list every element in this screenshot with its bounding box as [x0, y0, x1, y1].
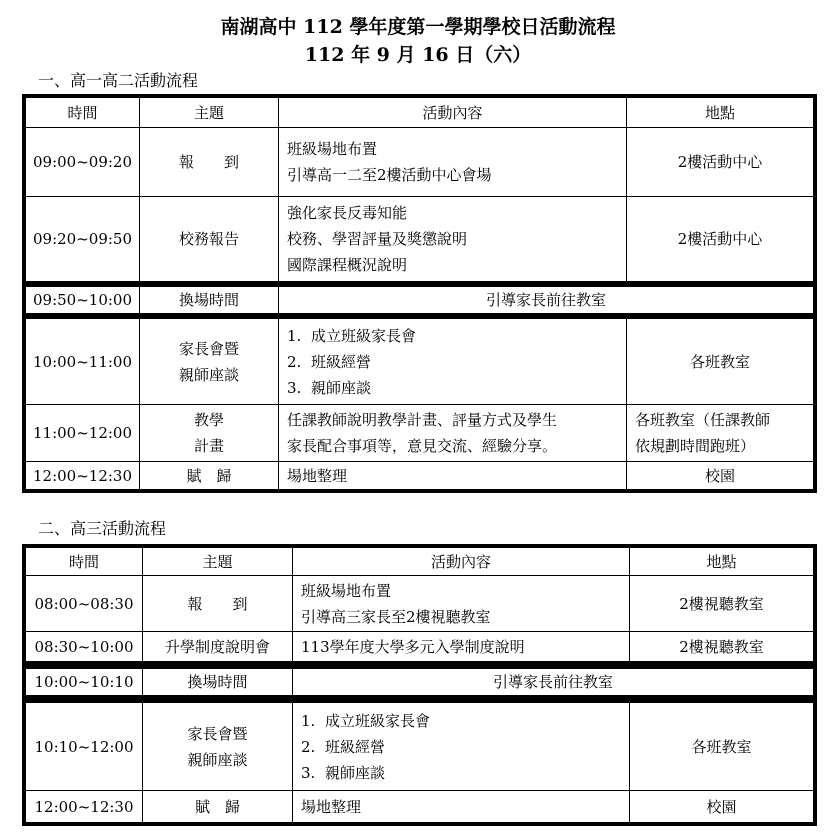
- row-content: 引導家長前往教室: [279, 287, 814, 314]
- table-row: [26, 576, 814, 632]
- row-time: 12:00~12:30: [26, 462, 140, 490]
- table-row: [26, 632, 814, 662]
- list-text: 班級經營: [311, 352, 372, 371]
- row-time: 10:10~12:00: [26, 703, 143, 791]
- row-place: 2樓活動中心: [627, 197, 814, 282]
- content-line: 引導高三家長至2樓視聽教室: [301, 607, 491, 626]
- topic-line: 親師座談: [178, 365, 239, 384]
- place-line: 各班教室（任課教師: [635, 411, 771, 429]
- list-number: 2.: [287, 352, 302, 371]
- list-item: [301, 760, 621, 786]
- list-number: 3.: [287, 378, 302, 397]
- list-number: 2.: [301, 737, 316, 756]
- row-topic: 報 到: [140, 128, 279, 197]
- row-topic: 校務報告: [140, 197, 279, 282]
- list-text: 成立班級家長會: [325, 711, 431, 730]
- row-topic: [140, 319, 279, 405]
- list-text: 親師座談: [311, 378, 372, 397]
- row-place: 2樓視聽教室: [630, 576, 814, 632]
- section2-block-c: [22, 699, 817, 826]
- header-content: 活動內容: [293, 548, 630, 576]
- content-line: 任課教師說明教學計畫、評量方式及學生: [287, 411, 558, 429]
- list-item: [287, 375, 618, 401]
- row-content: 場地整理: [293, 791, 630, 823]
- row-place: 2樓活動中心: [627, 128, 814, 197]
- list-item: [301, 734, 621, 760]
- header-topic: 主題: [140, 98, 279, 128]
- section1-table-a: [25, 97, 814, 282]
- place-line: 依規劃時間跑班）: [635, 437, 756, 455]
- section1-table-c: [25, 318, 814, 490]
- row-time: 11:00~12:00: [26, 405, 140, 462]
- section1-block-b: [22, 283, 817, 317]
- header-time: 時間: [26, 548, 143, 576]
- content-line: 班級場地布置: [301, 581, 392, 600]
- table-row: [26, 405, 814, 462]
- table-row: [26, 791, 814, 823]
- row-place: 各班教室: [630, 703, 814, 791]
- row-place: 2樓視聽教室: [630, 632, 814, 662]
- row-topic: 升學制度說明會: [143, 632, 293, 662]
- list-number: 3.: [301, 763, 316, 782]
- content-line: 家長配合事項等，意見交流、經驗分享。: [287, 437, 558, 455]
- row-topic: 換場時間: [140, 287, 279, 314]
- header-place: 地點: [627, 98, 814, 128]
- content-line: 班級場地布置: [287, 140, 378, 158]
- list-text: 成立班級家長會: [311, 326, 417, 345]
- row-time: 12:00~12:30: [26, 791, 143, 823]
- row-time: 10:00~10:10: [26, 669, 143, 696]
- section2-table-c: [25, 702, 814, 823]
- topic-line: 計畫: [193, 437, 224, 455]
- row-time: 08:00~08:30: [26, 576, 143, 632]
- header-content: 活動內容: [279, 98, 627, 128]
- table-row: [26, 197, 814, 282]
- row-content: [279, 319, 627, 405]
- topic-line: 教學: [193, 411, 224, 429]
- list-item: [287, 323, 618, 349]
- row-time: 09:50~10:00: [26, 287, 140, 314]
- list-number: 1.: [301, 711, 316, 730]
- header-topic: 主題: [143, 548, 293, 576]
- row-topic: 賦 歸: [140, 462, 279, 490]
- list-text: 親師座談: [325, 763, 386, 782]
- row-topic: [140, 405, 279, 462]
- table-header-row: [26, 548, 814, 576]
- table-row: [26, 462, 814, 490]
- row-topic: 賦 歸: [143, 791, 293, 823]
- list-item: [301, 708, 621, 734]
- page-title: 南湖高中 112 學年度第一學期學校日活動流程: [220, 16, 616, 38]
- content-line: 強化家長反毒知能: [287, 204, 408, 222]
- list-item: [287, 349, 618, 375]
- table-row: [26, 669, 814, 696]
- table-header-row: [26, 98, 814, 128]
- row-content: [279, 405, 627, 462]
- row-place: 校園: [630, 791, 814, 823]
- list-text: 班級經營: [325, 737, 386, 756]
- row-content: 113學年度大學多元入學制度說明: [293, 632, 630, 662]
- section1-block-c: [22, 315, 817, 493]
- row-place: 校園: [627, 462, 814, 490]
- row-content: [279, 128, 627, 197]
- content-line: 引導高一二至2樓活動中心會場: [287, 166, 492, 184]
- content-line: 校務、學習評量及獎懲說明: [287, 230, 468, 248]
- row-content: 場地整理: [279, 462, 627, 490]
- row-time: 09:00~09:20: [26, 128, 140, 197]
- section2-title: 二、高三活動流程: [38, 519, 167, 538]
- table-row: [26, 287, 814, 314]
- header-time: 時間: [26, 98, 140, 128]
- row-content: [293, 703, 630, 791]
- header-place: 地點: [630, 548, 814, 576]
- topic-line: 家長會暨: [187, 724, 248, 743]
- row-content: [279, 197, 627, 282]
- section2-table-a: [25, 547, 814, 662]
- row-topic: 換場時間: [143, 669, 293, 696]
- section2-table-b: [25, 668, 814, 696]
- section1-title: 一、高一高二活動流程: [38, 71, 199, 90]
- section1-block-a: [22, 94, 817, 285]
- topic-line: 家長會暨: [178, 339, 239, 358]
- row-place: 各班教室: [627, 319, 814, 405]
- table-row: [26, 703, 814, 791]
- row-content: [293, 576, 630, 632]
- list-number: 1.: [287, 326, 302, 345]
- page-date: 112 年 9 月 16 日（六）: [304, 44, 532, 66]
- section1-table-b: [25, 286, 814, 314]
- table-row: [26, 319, 814, 405]
- section2-block-b: [22, 665, 817, 699]
- row-time: 09:20~09:50: [26, 197, 140, 282]
- topic-line: 親師座談: [187, 750, 248, 769]
- row-topic: 報 到: [143, 576, 293, 632]
- row-place: [627, 405, 814, 462]
- table-row: [26, 128, 814, 197]
- section2-block-a: [22, 544, 817, 665]
- row-topic: [143, 703, 293, 791]
- content-line: 國際課程概況說明: [287, 256, 408, 274]
- row-content: 引導家長前往教室: [293, 669, 814, 696]
- row-time: 08:30~10:00: [26, 632, 143, 662]
- row-time: 10:00~11:00: [26, 319, 140, 405]
